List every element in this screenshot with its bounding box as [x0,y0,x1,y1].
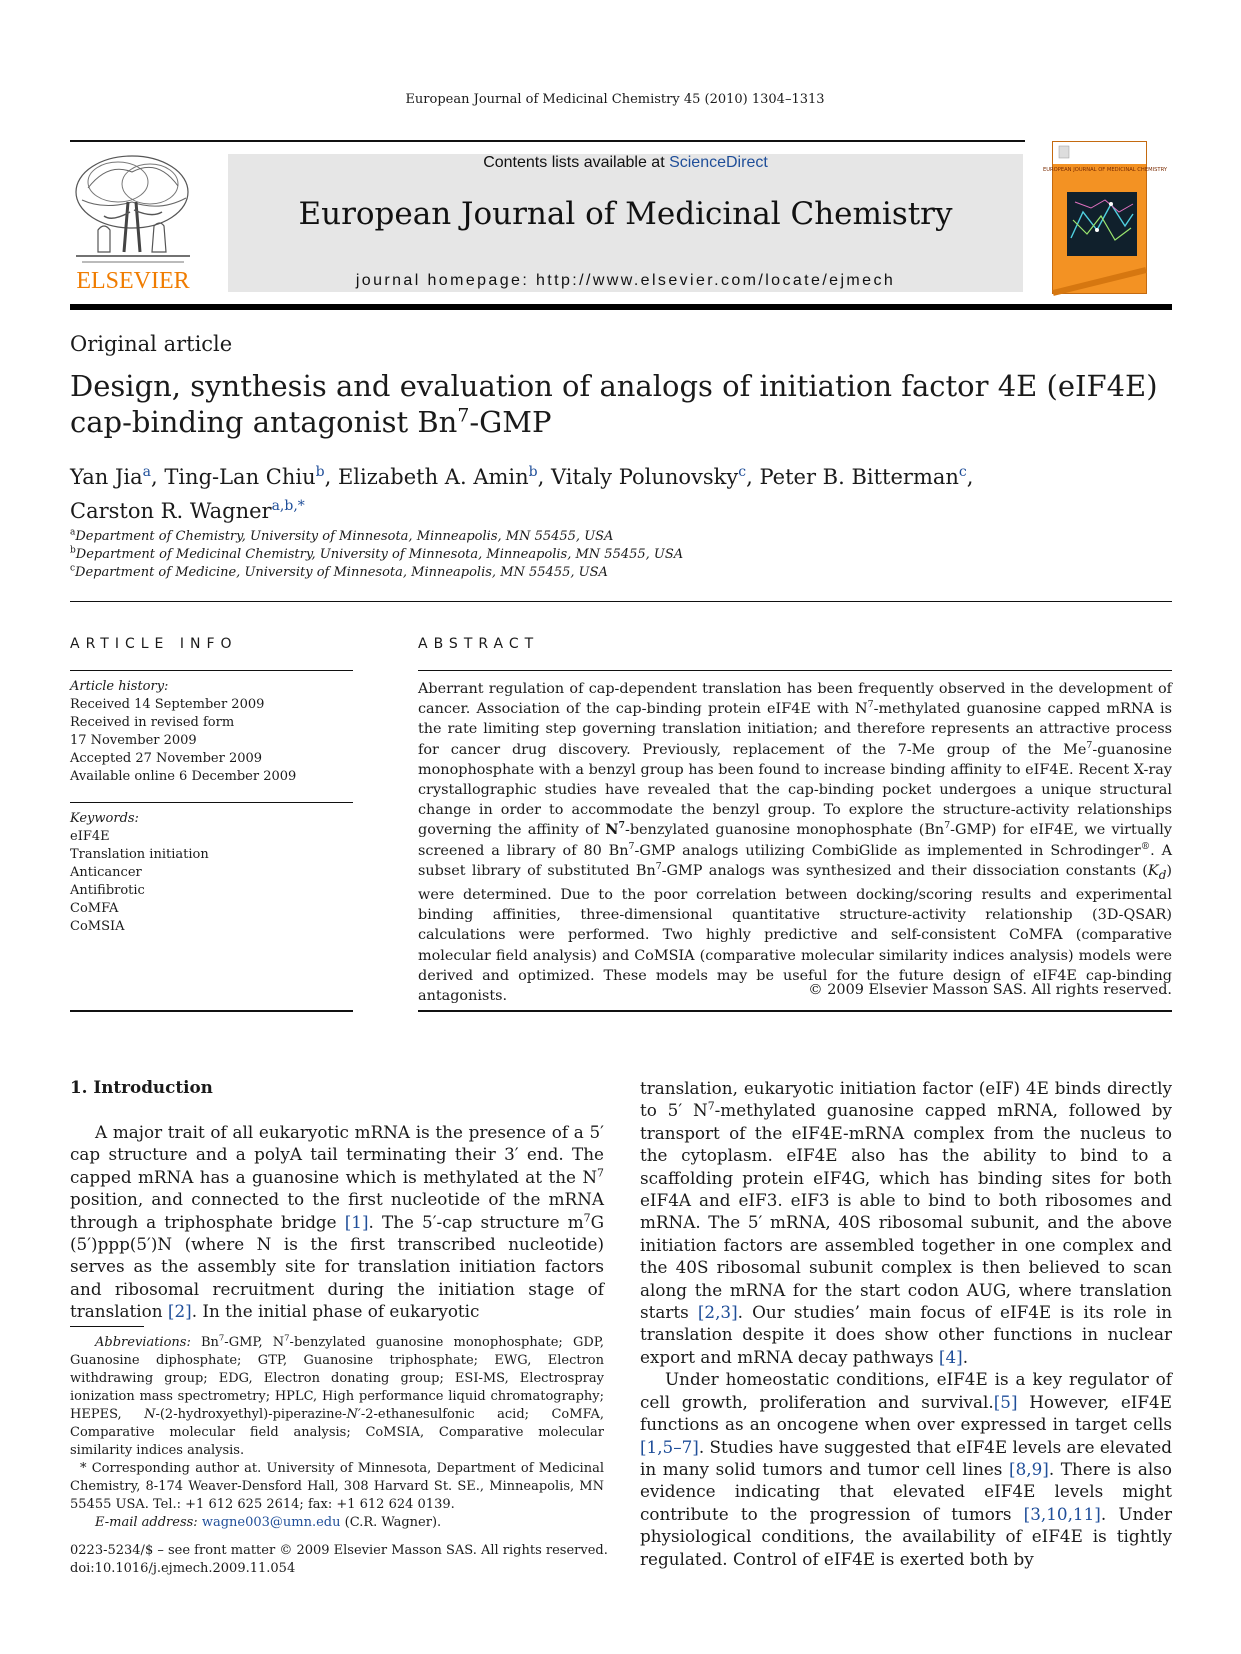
history-label: Article history: [70,679,169,694]
journal-reference: European Journal of Medicinal Chemistry 45 (2010) 1304–1313 [405,92,825,107]
issn-line: 0223-5234/$ – see front matter © 2009 Elsevier Masson SAS. All rights reserved. [70,1543,608,1558]
abstract-heading: ABSTRACT [418,636,540,652]
author-name: Vitaly Polunovsky [550,465,739,489]
sciencedirect-link[interactable]: ScienceDirect [669,154,768,171]
citation-link[interactable]: [3,10,11] [1023,1503,1101,1524]
journal-banner [228,154,1023,292]
citation-link[interactable]: [4] [938,1346,963,1367]
affiliation-item: $^a$Department of Chemistry, University of Minnesota, Minneapolis, MN 55455, USA [70,527,614,544]
cover-image-icon [1042,142,1168,293]
citation-link[interactable]: [2] [167,1301,192,1322]
citation-link[interactable]: [8,9] [1009,1458,1049,1479]
keyword-item: CoMSIA [70,919,125,934]
abstract-rule [418,670,1172,671]
article-history [70,678,360,786]
author-affiliation-link[interactable]: a,b,* [271,498,305,514]
citation-link[interactable]: [5] [993,1391,1018,1412]
info-rule [70,670,353,671]
author-name: Yan Jia [70,465,143,489]
footnote-rule [70,1326,144,1327]
corresponding-author-footnote: * Corresponding author at. University of Minnesota, Department of Medicinal Chemistry, 8-174 Weaver-Densford Hall, 308 Harvard St. SE., Minneapolis, MN 55455 USA. Tel.: +1 612 625 2614; fax: +1 612 624 0139. [70,1461,604,1512]
author-list: Yan Jia$^a$, Ting-Lan Chiu$^b$, Elizabeth A. Amin$^b$, Vitaly Polunovsky$^c$, Peter B. Bitterman$^c$, Carston R. Wagner$^{a,b,*}$ [70,464,974,523]
info-rule [70,1010,353,1012]
header-rule [70,140,1025,142]
elsevier-logo [68,152,198,296]
body-paragraph: translation, eukaryotic initiation factor (eIF) 4E binds directly to 5′ $N^7$-methylated guanosine capped mRNA, followed by transport of the eIF4E-mRNA complex from the nucleus to the cytoplasm. eIF4E also has the ability to bind to a scaffolding protein eIF4G, which has binding sites for both eIF4A and eIF3. eIF3 is able to bind to both ribosomes and mRNA. The 5′ mRNA, 40S ribosomal subunit, and the above initiation factors are assembled together in one complex and the 40S ribosomal subunit complex is then believed to scan along the mRNA for the start codon AUG, where translation starts [2,3]. Our studies’ main focus of eIF4E is its role in translation despite it does show other functions in nuclear export and mRNA decay pathways [4]. [640,1078,1172,1367]
abstract-rule [418,1010,1172,1012]
footnotes [70,1334,604,1532]
keywords-label: Keywords: [70,811,139,826]
doi-line[interactable]: doi:10.1016/j.ejmech.2009.11.054 [70,1561,296,1576]
journal-title: European Journal of Medicinal Chemistry [298,196,953,232]
article-type: Original article [70,332,233,356]
article-title: Design, synthesis and evaluation of analogs of initiation factor 4E (eIF4E) cap-binding antagonist Bn$^7$-GMP [70,369,1158,439]
keyword-item: Antifibrotic [70,883,145,898]
keyword-item: eIF4E [70,829,110,844]
body-paragraph: Under homeostatic conditions, eIF4E is a key regulator of cell growth, proliferation and survival.[5] However, eIF4E functions as an oncogene when over expressed in target cells [1,5–7]. Studies have suggested that eIF4E levels are elevated in many solid tumors and tumor cell lines [8,9]. There is also evidence indicating that elevated eIF4E levels might contribute to the progression of tumors [3,10,11]. Under physiological conditions, the availability of eIF4E is tightly regulated. Control of eIF4E is exerted both by [640,1369,1172,1569]
email-footnote: E-mail address: wagne003@umn.edu (C.R. Wagner). [95,1515,442,1530]
info-rule [70,802,353,803]
cover-title: EUROPEAN JOURNAL OF MEDICINAL CHEMISTRY [1042,167,1168,173]
history-item: Available online 6 December 2009 [70,769,297,784]
author-affiliation-link[interactable]: c [738,464,747,480]
affiliations [70,528,683,582]
author-affiliation-link[interactable]: b [528,464,538,480]
history-item: Received in revised form [70,715,235,730]
affiliation-item: $^c$Department of Medicine, University of Minnesota, Minneapolis, MN 55455, USA [70,563,608,580]
author-name: Peter B. Bitterman [759,465,959,489]
affiliation-item: $^b$Department of Medicinal Chemistry, University of Minnesota, Minneapolis, MN 55455, USA [70,545,684,562]
abstract-text: Aberrant regulation of cap-dependent translation has been frequently observed in the development of cancer. Association of the cap-binding protein eIF4E with $N^7$-methylated guanosine capped mRNA is the rate limiting step governing translation initiation; and therefore represents an attractive process for cancer drug discovery. Previously, replacement of the 7-Me group of the Me$^7$-guanosine monophosphate with a benzyl group has been found to increase binding affinity to eIF4E. Recent X-ray crystallographic studies have revealed that the cap-binding pocket undergoes a unique structural change in order to accommodate the benzyl group. To explore the structure-activity relationships governing the affinity of $N^7$-benzylated guanosine monophosphate (Bn$^7$-GMP) for eIF4E, we virtually screened a library of 80 Bn$^7$-GMP analogs utilizing CombiGlide as implemented in Schrodinger®. A subset library of substituted Bn$^7$-GMP analogs was synthesized and their dissociation constants $(K_d)$ were determined. Due to the poor correlation between docking/scoring results and experimental binding affinities, three-dimensional quantitative structure-activity relationship (3D-QSAR) calculations were performed. Two highly predictive and self-consistent CoMFA (comparative molecular field analysis) and CoMSIA (comparative molecular similarity indices analysis) models were derived and optimized. These models may be useful for the future design of eIF4E cap-binding antagonists. [418,681,1173,1004]
banner-divider [70,304,1172,310]
author-affiliation-link[interactable]: b [315,464,325,480]
citation-link[interactable]: [1,5–7] [640,1436,699,1457]
keywords [70,810,360,936]
author-name: Carston R. Wagner [70,499,272,523]
history-item: Accepted 27 November 2009 [70,751,263,766]
keyword-item: CoMFA [70,901,119,916]
author-name: Elizabeth A. Amin [337,465,529,489]
citation-link[interactable]: [2,3] [697,1302,738,1323]
history-item: Received 14 September 2009 [70,697,265,712]
author-name: Ting-Lan Chiu [164,465,316,489]
author-affiliation-link[interactable]: a [142,464,151,480]
email-link[interactable]: wagne003@umn.edu [201,1515,341,1530]
abbreviations-footnote: Abbreviations: Bn$^7$-GMP, $N^7$-benzylated guanosine monophosphate; GDP, Guanosine diphosphate; GTP, Guanosine triphosphate; EWG, Electron withdrawing group; EDG, Electron donating group; ESI-MS, Electrospray ionization mass spectrometry; HPLC, High performance liquid chromatography; HEPES, N-(2-hydroxyethyl)-piperazine-N′-2-ethanesulfonic acid; CoMFA, Comparative molecular field analysis; CoMSIA, Comparative molecular similarity indices analysis. [70,1332,605,1458]
journal-cover [1042,141,1168,294]
author-affiliation-link[interactable]: c [958,464,967,480]
elsevier-tree-icon [68,152,198,270]
keyword-item: Anticancer [70,865,142,880]
section-divider [70,601,1172,602]
keyword-item: Translation initiation [70,847,209,862]
journal-homepage[interactable]: journal homepage: http://www.elsevier.com/locate/ejmech [355,272,896,289]
section-heading: 1. Introduction [70,1077,213,1097]
article-info-heading: ARTICLE INFO [70,636,238,652]
body-paragraph: A major trait of all eukaryotic mRNA is the presence of a 5′ cap structure and a polyA tail terminating their 3′ end. The capped mRNA has a guanosine which is methylated at the $N^7$ position, and connected to the first nucleotide of the mRNA through a triphosphate bridge [1]. The 5′-cap structure $m^7G$ (5′)ppp(5′)N (where N is the first transcribed nucleotide) serves as the assembly site for translation initiation factors and ribosomal recruitment during the initiation stage of translation [2]. In the initial phase of eukaryotic [70,1122,604,1322]
body-column-right [640,1077,1172,1570]
front-matter [70,1542,608,1578]
citation-link[interactable]: [1] [344,1211,369,1232]
elsevier-wordmark: ELSEVIER [76,268,190,294]
abstract-copyright: © 2009 Elsevier Masson SAS. All rights reserved. [808,982,1172,998]
history-item: 17 November 2009 [70,733,197,748]
contents-line: Contents lists available at ScienceDirect [483,154,768,171]
